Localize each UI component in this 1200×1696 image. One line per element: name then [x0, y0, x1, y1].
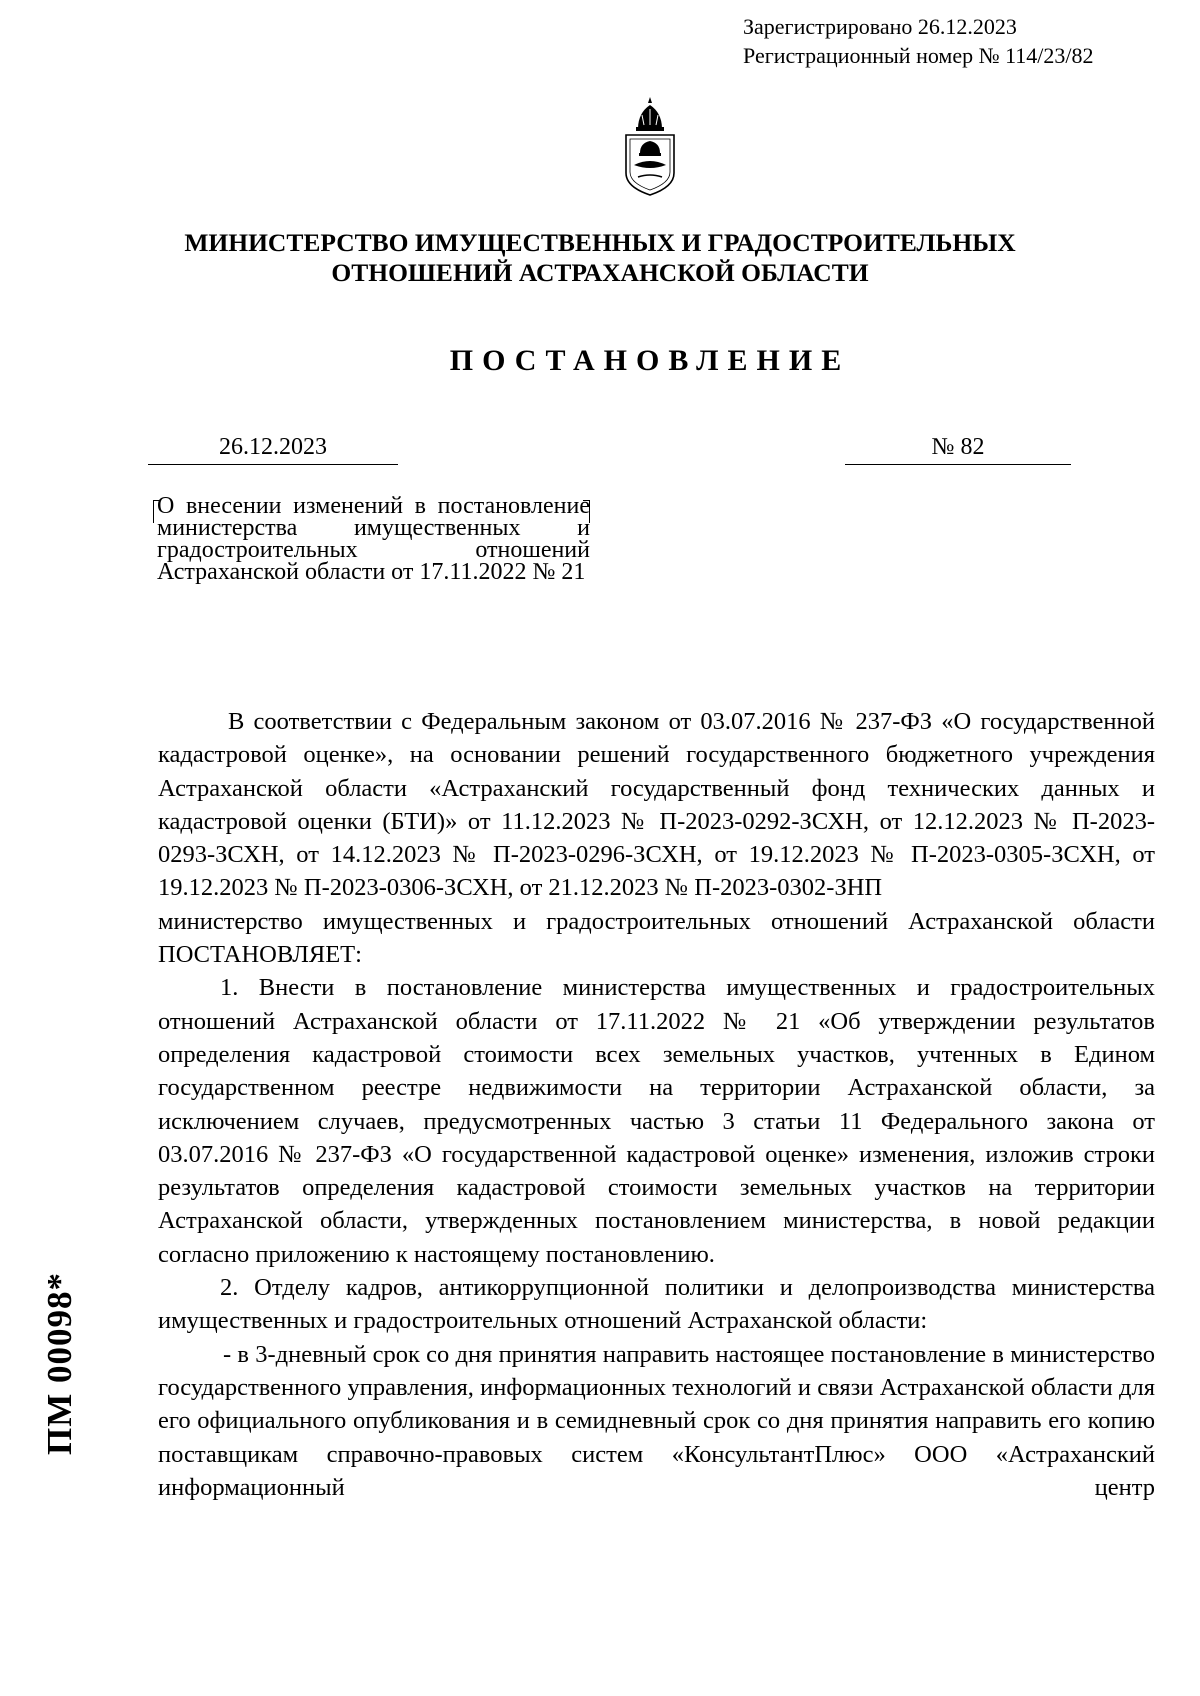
side-stamp: ПМ 00098*	[40, 1271, 79, 1455]
document-number: № 82	[845, 434, 1071, 465]
document-body	[158, 705, 1155, 1504]
coat-of-arms-icon	[620, 95, 680, 199]
resolves-paragraph: министерство имущественных и градостроительных отношений Астраханской области ПОСТАНОВЛЯЕТ:	[158, 907, 1155, 969]
document-date: 26.12.2023	[148, 434, 398, 465]
document-subject: О внесении изменений в постановление министерства имущественных и градостроительных отношений Астраханской области от 17.11.2022 № 21	[157, 493, 590, 585]
registration-number: Регистрационный номер № 114/23/82	[743, 43, 1094, 68]
ministry-name-line1: МИНИСТЕРСТВО ИМУЩЕСТВЕННЫХ И ГРАДОСТРОИТЕЛЬНЫХ	[184, 228, 1016, 257]
item-1-paragraph: 1. Внести в постановление министерства имущественных и градостроительных отношений Астраханской области от 17.11.2022 № 21 «Об утверждении результатов определения кадастровой стоимости всех земельных участков, учтенных в Едином государственном реестре недвижимости на территории Астраханской области, за исключением случаев, предусмотренных частью 3 статьи 11 Федерального закона от 03.07.2016 № 237-ФЗ «О государственной кадастровой оценке» изменения, изложив строки результатов определения кадастровой стоимости земельных участков на территории Астраханской области, утвержденных постановлением министерства, в новой редакции согласно приложению к настоящему постановлению.	[158, 974, 1155, 1268]
ministry-name	[150, 228, 1050, 288]
preamble-paragraph: В соответствии с Федеральным законом от 03.07.2016 № 237-ФЗ «О государственной кадастровой оценке», на основании решений государственного бюджетного учреждения Астраханской области «Астраханский государственный фонд технических данных и кадастровой оценки (БТИ)» от 11.12.2023 № П-2023-0292-ЗСХН, от 12.12.2023 № П-2023-0293-ЗСХН, от 14.12.2023 № П-2023-0296-ЗСХН, от 19.12.2023 № П-2023-0305-ЗСХН, от 19.12.2023 № П-2023-0306-ЗСХН, от 21.12.2023 № П-2023-0302-ЗНП	[158, 708, 1155, 902]
item-2-paragraph: 2. Отделу кадров, антикоррупционной политики и делопроизводства министерства имущественных и градостроительных отношений Астраханской области:	[158, 1274, 1155, 1335]
ministry-name-line2: ОТНОШЕНИЙ АСТРАХАНСКОЙ ОБЛАСТИ	[331, 258, 869, 287]
registration-date: Зарегистрировано 26.12.2023	[743, 14, 1017, 39]
item-2-dash-paragraph: - в 3-дневный срок со дня принятия направить настоящее постановление в министерство государственного управления, информационных технологий и связи Астраханской области для его официального опубликования и в семидневный срок со дня принятия направить его копию поставщикам справочно-правовых систем «КонсультантПлюс» ООО «Астраханский информационный центр	[158, 1340, 1155, 1501]
registration-block	[743, 12, 1094, 70]
document-type: ПОСТАНОВЛЕНИЕ	[449, 344, 851, 377]
